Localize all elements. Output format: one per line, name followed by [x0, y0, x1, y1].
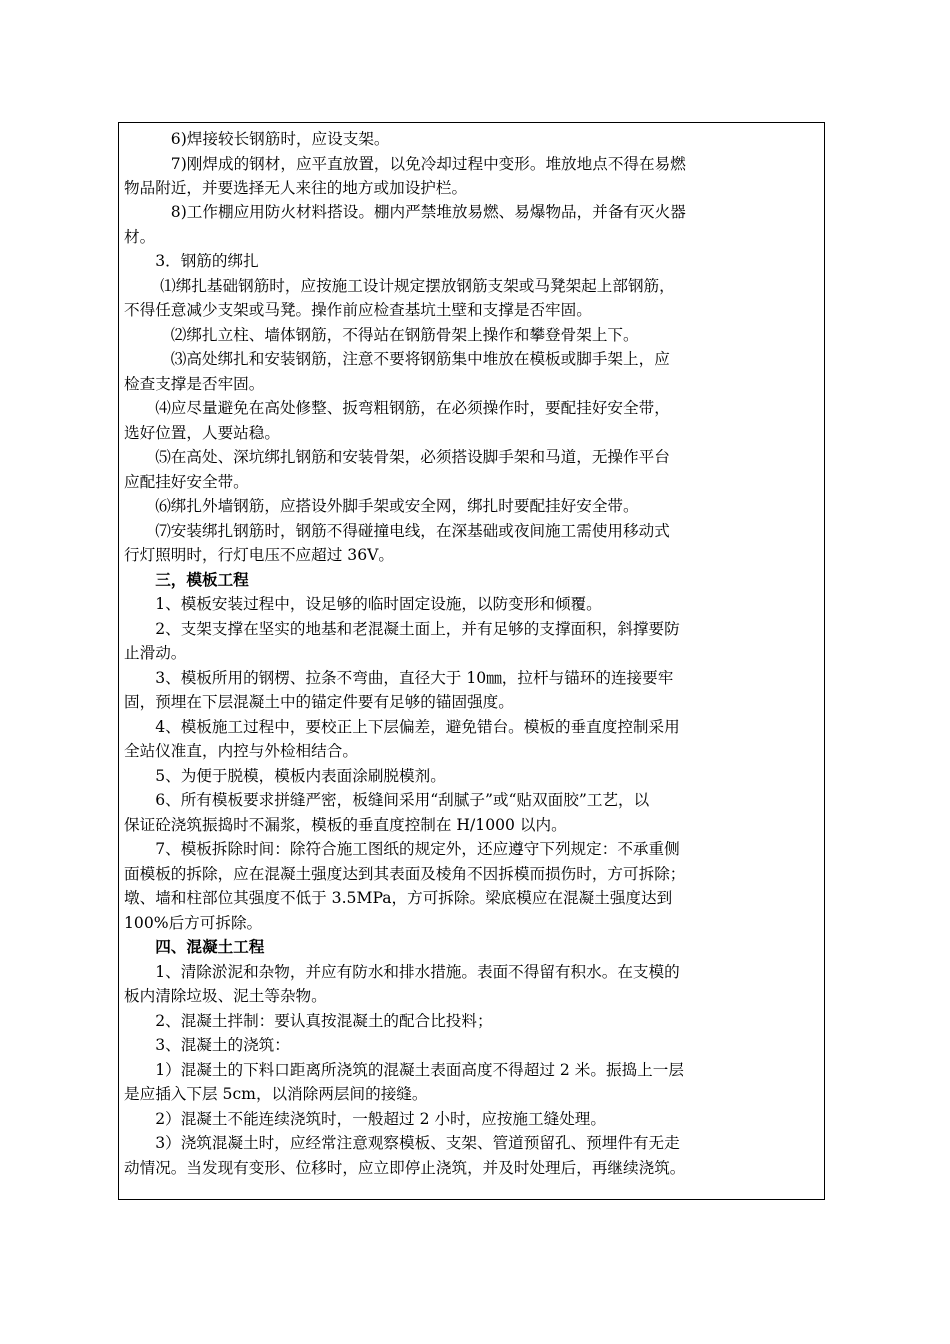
text-line: 选好位置，人要站稳。	[124, 424, 280, 442]
text-line: ⑵绑扎立柱、墙体钢筋，不得站在钢筋骨架上操作和攀登骨架上下。	[124, 326, 639, 344]
text-line: 材。	[124, 228, 156, 246]
text-line: ⑺安装绑扎钢筋时，钢筋不得碰撞电线，在深基础或夜间施工需使用移动式	[124, 522, 670, 540]
text-line: 全站仪准直，内控与外检相结合。	[124, 742, 358, 760]
text-line: 检查支撑是否牢固。	[124, 375, 265, 393]
text-line: 4、模板施工过程中，要校正上下层偏差，避免错台。模板的垂直度控制采用	[124, 718, 680, 736]
text-line: 6、所有模板要求拼缝严密，板缝间采用“刮腻子”或“贴双面胶”工艺，以	[124, 791, 650, 809]
text-line: 100%后方可拆除。	[124, 914, 263, 932]
text-line: 6)焊接较长钢筋时，应设支架。	[124, 130, 390, 148]
text-line: 3、混凝土的浇筑：	[124, 1036, 290, 1054]
text-line: ⑷应尽量避免在高处修整、扳弯粗钢筋，在必须操作时，要配挂好安全带，	[124, 399, 670, 417]
text-line: 7、模板拆除时间：除符合施工图纸的规定外，还应遵守下列规定：不承重侧	[124, 840, 680, 858]
text-line: 1、清除淤泥和杂物，并应有防水和排水措施。表面不得留有积水。在支模的	[124, 963, 680, 981]
text-line: 保证砼浇筑振捣时不漏浆，模板的垂直度控制在 H/1000 以内。	[124, 816, 567, 834]
text-line: 3）浇筑混凝土时，应经常注意观察模板、支架、管道预留孔、预埋件有无走	[124, 1134, 680, 1152]
text-line: 7)刚焊成的钢材，应平直放置，以免冷却过程中变形。堆放地点不得在易燃	[124, 155, 686, 173]
text-line: 是应插入下层 5cm，以消除两层间的接缝。	[124, 1085, 428, 1103]
text-line: 2）混凝土不能连续浇筑时，一般超过 2 小时，应按施工缝处理。	[124, 1110, 606, 1128]
text-line: 物品附近，并要选择无人来往的地方或加设护栏。	[124, 179, 468, 197]
text-line: 1）混凝土的下料口距离所浇筑的混凝土表面高度不得超过 2 米。振捣上一层	[124, 1061, 684, 1079]
text-line: 8)工作棚应用防火材料搭设。棚内严禁堆放易燃、易爆物品，并备有灭火器	[124, 203, 686, 221]
text-line: 止滑动。	[124, 644, 187, 662]
text-line: 2、混凝土拌制：要认真按混凝土的配合比投料；	[124, 1012, 493, 1030]
text-line: 应配挂好安全带。	[124, 473, 249, 491]
text-line: 动情况。当发现有变形、位移时，应立即停止浇筑，并及时处理后，再继续浇筑。	[124, 1159, 686, 1177]
section-heading-concrete: 四、混凝土工程	[124, 937, 265, 956]
text-line: 固，预埋在下层混凝土中的锚定件要有足够的锚固强度。	[124, 693, 514, 711]
text-line: ⑴绑扎基础钢筋时，应按施工设计规定摆放钢筋支架或马凳架起上部钢筋，	[124, 277, 675, 295]
text-line: 1、模板安装过程中，设足够的临时固定设施，以防变形和倾覆。	[124, 595, 602, 613]
text-line: 行灯照明时，行灯电压不应超过 36V。	[124, 546, 394, 564]
text-line: 板内清除垃圾、泥土等杂物。	[124, 987, 327, 1005]
text-line: 3、模板所用的钢楞、拉条不弯曲，直径大于 10㎜，拉杆与锚环的连接要牢	[124, 669, 674, 687]
text-line: 5、为便于脱模，模板内表面涂刷脱模剂。	[124, 767, 446, 785]
text-line: 3．钢筋的绑扎	[124, 252, 259, 270]
text-line: ⑸在高处、深坑绑扎钢筋和安装骨架，必须搭设脚手架和马道，无操作平台	[124, 448, 670, 466]
section-heading-formwork: 三，模板工程	[124, 570, 249, 589]
text-line: 墩、墙和柱部位其强度不低于 3.5MPa，方可拆除。梁底模应在混凝土强度达到	[124, 889, 673, 907]
text-line: 2、支架支撑在坚实的地基和老混凝土面上，并有足够的支撑面积，斜撑要防	[124, 620, 680, 638]
text-line: 面模板的拆除，应在混凝土强度达到其表面及棱角不因拆模而损伤时，方可拆除；	[124, 865, 686, 883]
text-line: ⑹绑扎外墙钢筋，应搭设外脚手架或安全网，绑扎时要配挂好安全带。	[124, 497, 639, 515]
text-line: 不得任意减少支架或马凳。操作前应检查基坑土壁和支撑是否牢固。	[124, 301, 592, 319]
text-line: ⑶高处绑扎和安装钢筋，注意不要将钢筋集中堆放在模板或脚手架上，应	[124, 350, 670, 368]
